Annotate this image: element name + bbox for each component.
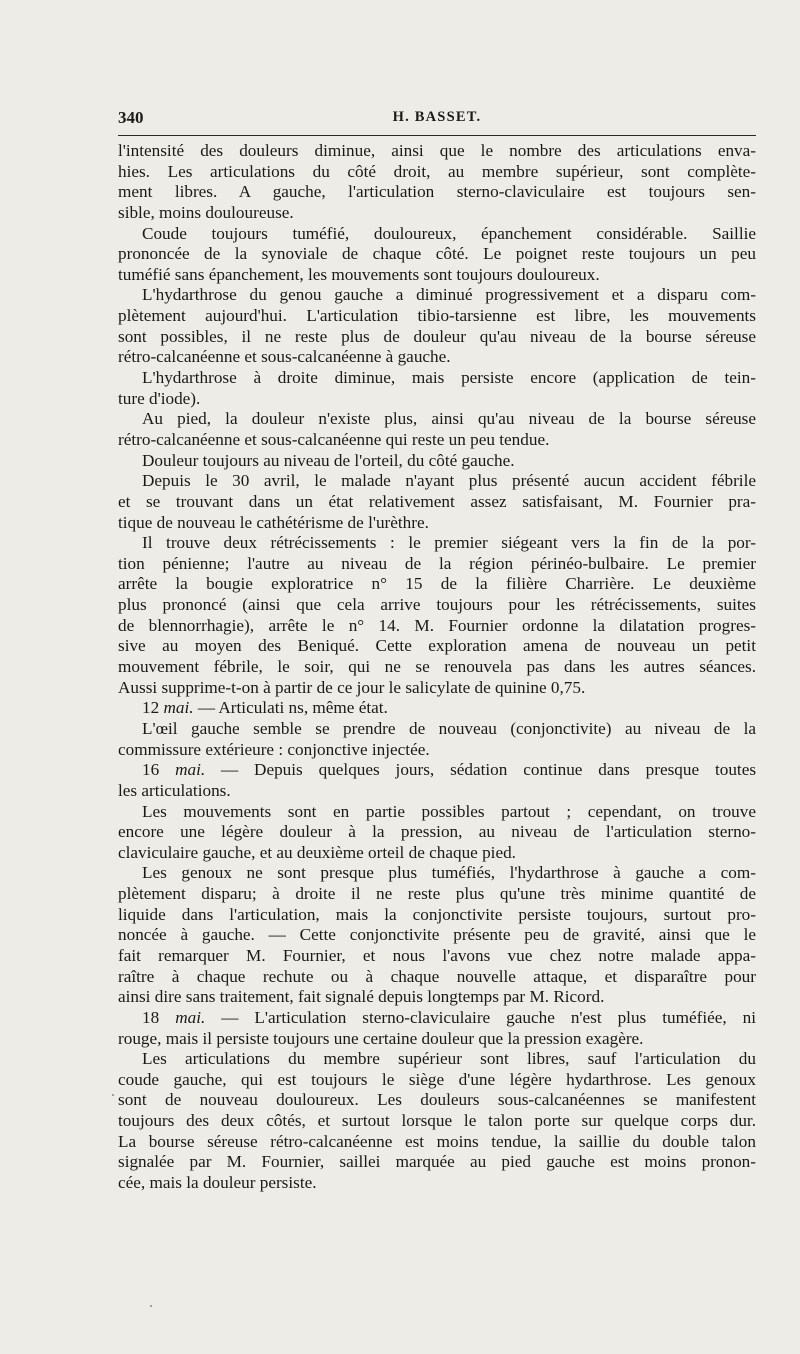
- text-line: rétro-calcanéenne et sous-calcanéenne à gauche.: [118, 347, 451, 367]
- entry-text: — L'articulation sterno-claviculaire gauche n'est plus tuméfiée, ni: [205, 1007, 757, 1027]
- text-line: toujours des deux côtés, et surtout lorsque le talon porte sur quelque corps dur.: [118, 1111, 756, 1131]
- text-line: Douleur toujours au niveau de l'orteil, du côté gauche.: [142, 450, 515, 470]
- entry-day: 12: [142, 698, 164, 718]
- text-line: encore une légère douleur à la pression, au niveau de l'articulation sterno-: [118, 822, 756, 842]
- page-header: [118, 108, 756, 132]
- text-line: hies. Les articulations du côté droit, au membre supérieur, sont complète-: [118, 161, 756, 181]
- text-line: plus prononcé (ainsi que cela arrive toujours pour les rétrécissements, suites: [118, 595, 756, 615]
- running-head: H. BASSET.: [392, 109, 482, 125]
- text-line: et se trouvant dans un état relativement assez satisfaisant, M. Fournier pra-: [118, 491, 756, 511]
- text-line: ment libres. A gauche, l'articulation sterno-claviculaire est toujours sen-: [118, 182, 756, 202]
- text-line: Aussi supprime-t-on à partir de ce jour le salicylate de quinine 0,75.: [118, 677, 586, 697]
- text-line: Depuis le 30 avril, le malade n'ayant plus présenté aucun accident fébrile: [142, 471, 756, 491]
- text-line: [118, 760, 756, 781]
- entry-day: 16: [142, 760, 176, 780]
- text-line: liquide dans l'articulation, mais la conjonctivite persiste toujours, surtout pro-: [118, 904, 756, 924]
- text-line: plètement disparu; à droite il ne reste plus qu'une très minime quantité de: [118, 884, 756, 904]
- text-line: sive au moyen des Beniqué. Cette exploration amena de nouveau un petit: [118, 636, 756, 656]
- text-line: rétro-calcanéenne et sous-calcanéenne qui reste un peu tendue.: [118, 429, 550, 449]
- text-line: Il trouve deux rétrécissements : le premier siégeant vers la fin de la por-: [142, 533, 756, 553]
- text-line: L'hydarthrose à droite diminue, mais persiste encore (application de tein-: [142, 368, 756, 388]
- text-line: La bourse séreuse rétro-calcanéenne est moins tendue, la saillie du double talon: [118, 1131, 756, 1151]
- paper-speck: [150, 1305, 152, 1307]
- text-line: L'œil gauche semble se prendre de nouveau (conjonctivite) au niveau de la: [142, 718, 756, 738]
- text-line: de blennorrhagie), arrête le n° 14. M. Fournier ordonne la dilatation progres-: [118, 615, 756, 635]
- entry-date: mai.: [163, 698, 194, 718]
- text-line: tion pénienne; l'autre au niveau de la région périnéo-bulbaire. Le premier: [118, 553, 756, 573]
- text-line: Au pied, la douleur n'existe plus, ainsi qu'au niveau de la bourse séreuse: [142, 409, 756, 429]
- entry-day: 18: [142, 1007, 176, 1027]
- entry-date: mai.: [175, 1007, 206, 1027]
- text-line: fait remarquer M. Fournier, et nous l'avons vue chez notre malade appa-: [118, 945, 756, 965]
- page-number: 340: [118, 108, 144, 127]
- text-line: ture d'iode).: [118, 388, 201, 408]
- header-rule: [118, 135, 756, 136]
- body-text: [118, 141, 756, 1194]
- text-line: Les mouvements sont en partie possibles partout ; cependant, on trouve: [142, 801, 756, 821]
- text-line: signalée par M. Fournier, saillei marquée au pied gauche est moins pronon-: [118, 1152, 756, 1172]
- text-line: les articulations.: [118, 780, 231, 800]
- text-line: [118, 698, 756, 719]
- text-line: tuméfié sans épanchement, les mouvements sont toujours douloureux.: [118, 264, 600, 284]
- text-line: arrête la bougie exploratrice n° 15 de la filière Charrière. Le deuxième: [118, 574, 756, 594]
- text-line: raître à chaque rechute ou à chaque nouvelle attaque, et disparaître pour: [118, 966, 756, 986]
- text-line: prononcée de la synoviale de chaque côté. Le poignet reste toujours un peu: [118, 244, 756, 264]
- text-line: Les genoux ne sont presque plus tuméfiés, l'hydarthrose à gauche a com-: [142, 863, 756, 883]
- text-line: l'intensité des douleurs diminue, ainsi que le nombre des articulations enva-: [118, 141, 756, 160]
- entry-date: mai.: [175, 760, 206, 780]
- paper-speck: [112, 1094, 114, 1096]
- text-line: ainsi dire sans traitement, fait signalé depuis longtemps par M. Ricord.: [118, 987, 605, 1007]
- text-line: mouvement fébrile, le soir, qui ne se renouvela pas dans les autres séances.: [118, 657, 756, 677]
- text-line: plètement aujourd'hui. L'articulation tibio-tarsienne est libre, les mouvements: [118, 306, 756, 326]
- text-line: rouge, mais il persiste toujours une certaine douleur que la pression exagère.: [118, 1028, 644, 1048]
- text-line: noncée à gauche. — Cette conjonctivite présente peu de gravité, ainsi que le: [118, 925, 756, 945]
- text-line: Coude toujours tuméfié, douloureux, épanchement considérable. Saillie: [142, 223, 756, 243]
- entry-text: — Depuis quelques jours, sédation continue dans presque toutes: [205, 760, 757, 780]
- text-line: Les articulations du membre supérieur sont libres, sauf l'articulation du: [142, 1049, 756, 1069]
- entry-text: — Articulati ns, même état.: [193, 698, 388, 718]
- text-line: commissure extérieure : conjonctive injectée.: [118, 739, 430, 759]
- text-line: sible, moins douloureuse.: [118, 202, 294, 222]
- text-line: sont de nouveau douloureux. Les douleurs sous-calcanéennes se manifestent: [118, 1090, 756, 1110]
- text-line: tique de nouveau le cathétérisme de l'urèthre.: [118, 512, 429, 532]
- text-line: cée, mais la douleur persiste.: [118, 1173, 317, 1193]
- text-line: coude gauche, qui est toujours le siège d'une légère hydarthrose. Les genoux: [118, 1069, 756, 1089]
- text-line: claviculaire gauche, et au deuxième orteil de chaque pied.: [118, 842, 516, 862]
- text-line: sont possibles, il ne reste plus de douleur qu'au niveau de la bourse séreuse: [118, 326, 756, 346]
- text-line: [118, 1008, 756, 1029]
- text-line: L'hydarthrose du genou gauche a diminué progressivement et a disparu com-: [142, 285, 756, 305]
